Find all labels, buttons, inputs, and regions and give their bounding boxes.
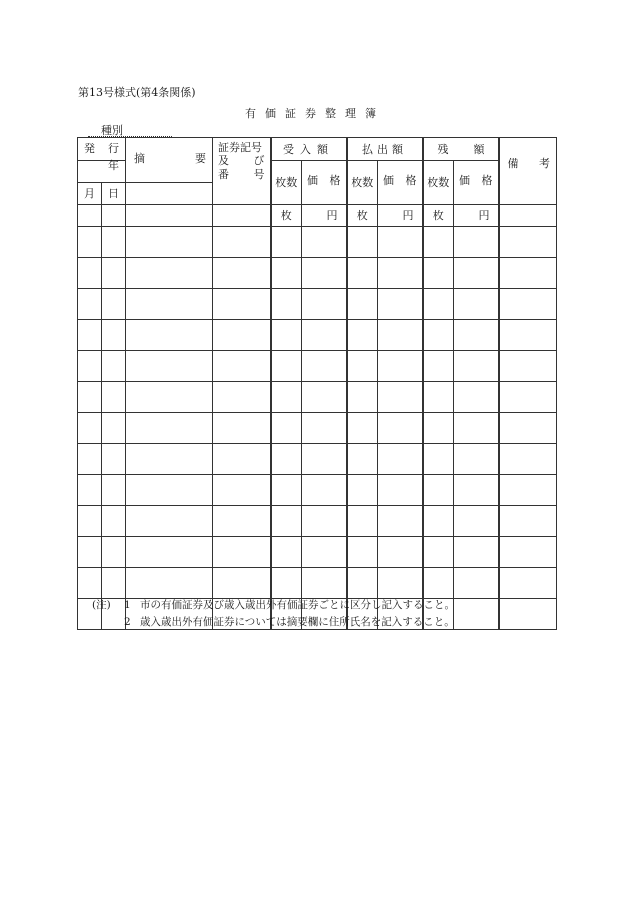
table-cell[interactable]: [454, 475, 499, 506]
table-cell[interactable]: [271, 506, 302, 537]
balance-char-1: 残: [437, 143, 449, 156]
paid-price-char-2: 格: [405, 174, 417, 187]
note-2: [92, 614, 455, 631]
table-cell[interactable]: [213, 568, 271, 599]
table-cell[interactable]: [454, 506, 499, 537]
table-cell[interactable]: [378, 258, 423, 289]
table-cell[interactable]: [78, 568, 102, 599]
summary-header-cont: [126, 183, 213, 205]
table-cell[interactable]: [347, 413, 378, 444]
table-cell[interactable]: [454, 227, 499, 258]
page-title: 有価証券整理簿: [245, 107, 385, 120]
table-cell[interactable]: [78, 382, 102, 413]
table-cell[interactable]: [78, 320, 102, 351]
table-cell[interactable]: [378, 351, 423, 382]
table-cell[interactable]: [102, 444, 126, 475]
table-row: [78, 413, 557, 444]
table-cell[interactable]: [126, 444, 213, 475]
table-cell[interactable]: [378, 475, 423, 506]
table-cell[interactable]: [347, 320, 378, 351]
table-cell[interactable]: [378, 320, 423, 351]
table-cell[interactable]: [454, 599, 499, 630]
security-number-header: [213, 138, 271, 205]
table-cell[interactable]: [499, 475, 557, 506]
table-cell[interactable]: [102, 537, 126, 568]
table-cell[interactable]: [423, 382, 454, 413]
table-cell[interactable]: [102, 320, 126, 351]
table-cell[interactable]: [302, 289, 347, 320]
table-cell[interactable]: [126, 382, 213, 413]
table-cell[interactable]: [347, 537, 378, 568]
table-row: [78, 568, 557, 599]
table-cell[interactable]: [271, 351, 302, 382]
table-cell[interactable]: [126, 320, 213, 351]
table-cell[interactable]: [454, 568, 499, 599]
balance-price-char-2: 格: [481, 174, 493, 187]
cell[interactable]: [213, 205, 271, 227]
received-amount-header: [271, 138, 347, 161]
received-label: 受入額: [283, 142, 334, 156]
security-line-3b: 号: [253, 168, 265, 181]
table-cell[interactable]: [347, 506, 378, 537]
table-cell[interactable]: [213, 413, 271, 444]
balance-unit-sheets: 枚: [423, 205, 454, 227]
issue-char-1: 発: [84, 142, 95, 155]
table-row: [78, 289, 557, 320]
note-1: [92, 597, 455, 614]
year-header: [78, 161, 126, 183]
table-cell[interactable]: [454, 413, 499, 444]
note-2-number: 2: [124, 616, 131, 628]
table-cell[interactable]: [271, 382, 302, 413]
table-cell[interactable]: [302, 537, 347, 568]
table-row: [78, 382, 557, 413]
summary-header: [126, 138, 213, 183]
cell[interactable]: [78, 205, 102, 227]
table-cell[interactable]: [378, 537, 423, 568]
remarks-header: [499, 138, 557, 205]
table-cell[interactable]: [499, 258, 557, 289]
table-cell[interactable]: [213, 227, 271, 258]
table-cell[interactable]: [126, 413, 213, 444]
table-cell[interactable]: [347, 444, 378, 475]
received-unit-yen: 円: [302, 205, 347, 227]
table-cell[interactable]: [454, 289, 499, 320]
security-line-2b: び: [253, 154, 265, 167]
table-row: [78, 320, 557, 351]
table-cell[interactable]: [423, 320, 454, 351]
table-cell[interactable]: [423, 568, 454, 599]
received-price-char-2: 格: [329, 174, 341, 187]
paid-price-header: [378, 161, 423, 205]
table-cell[interactable]: [378, 413, 423, 444]
table-cell[interactable]: [302, 382, 347, 413]
note-1-text: 市の有価証券及び歳入歳出外有価証券ごとに区分し記入すること。: [140, 599, 455, 611]
paid-unit-yen: 円: [378, 205, 423, 227]
table-cell[interactable]: [271, 568, 302, 599]
received-price-char-1: 価: [307, 174, 318, 187]
table-cell[interactable]: [271, 227, 302, 258]
table-cell[interactable]: [213, 382, 271, 413]
day-header: 日: [102, 183, 126, 205]
table-row: [78, 475, 557, 506]
table-cell[interactable]: [378, 444, 423, 475]
table-cell[interactable]: [126, 289, 213, 320]
balance-count-header: 枚数: [423, 161, 454, 205]
table-cell[interactable]: [213, 289, 271, 320]
table-cell[interactable]: [499, 444, 557, 475]
table-cell[interactable]: [102, 506, 126, 537]
issue-char-2: 行: [108, 142, 119, 155]
year-label: 年: [108, 159, 119, 172]
table-row: [78, 258, 557, 289]
security-line-3a: 番: [218, 168, 229, 181]
balance-price-char-1: 価: [459, 174, 470, 187]
table-cell[interactable]: [213, 475, 271, 506]
table-cell[interactable]: [78, 537, 102, 568]
table-cell[interactable]: [423, 475, 454, 506]
received-price-header: [302, 161, 347, 205]
table-cell[interactable]: [423, 351, 454, 382]
table-cell[interactable]: [302, 320, 347, 351]
table-cell[interactable]: [499, 227, 557, 258]
table-cell[interactable]: [213, 444, 271, 475]
table-cell[interactable]: [78, 475, 102, 506]
table-cell[interactable]: [102, 227, 126, 258]
balance-header: [423, 138, 499, 161]
table-cell[interactable]: [302, 568, 347, 599]
table-cell[interactable]: [499, 382, 557, 413]
table-row: [78, 444, 557, 475]
notes-prefix: (注): [92, 599, 111, 611]
received-count-header: 枚数: [271, 161, 302, 205]
table-cell[interactable]: [78, 351, 102, 382]
table-cell[interactable]: [499, 506, 557, 537]
table-cell[interactable]: [347, 258, 378, 289]
table-cell[interactable]: [454, 258, 499, 289]
table-cell[interactable]: [102, 413, 126, 444]
table-cell[interactable]: [423, 258, 454, 289]
notes: [92, 597, 455, 631]
table-cell[interactable]: [423, 227, 454, 258]
table-cell[interactable]: [126, 227, 213, 258]
table-cell[interactable]: [378, 382, 423, 413]
table-row: [78, 227, 557, 258]
balance-unit-yen: 円: [454, 205, 499, 227]
table-cell[interactable]: [271, 289, 302, 320]
table-cell[interactable]: [78, 444, 102, 475]
table-cell[interactable]: [126, 537, 213, 568]
table-cell[interactable]: [126, 351, 213, 382]
table-cell[interactable]: [78, 506, 102, 537]
cell[interactable]: [102, 205, 126, 227]
table-cell[interactable]: [78, 227, 102, 258]
paid-count-header: 枚数: [347, 161, 378, 205]
form-number: 第13号様式(第4条関係): [78, 86, 196, 99]
table-cell[interactable]: [213, 320, 271, 351]
month-header: 月: [78, 183, 102, 205]
security-line-2a: 及: [218, 154, 229, 167]
paid-amount-header: [347, 138, 423, 161]
security-line-1: 証券記号: [218, 141, 262, 154]
table-cell[interactable]: [78, 289, 102, 320]
table-cell[interactable]: [271, 475, 302, 506]
table-cell[interactable]: [126, 258, 213, 289]
cell[interactable]: [126, 205, 213, 227]
table-row: [78, 351, 557, 382]
received-unit-sheets: 枚: [271, 205, 302, 227]
table-cell[interactable]: [347, 382, 378, 413]
table-cell[interactable]: [423, 444, 454, 475]
table-cell[interactable]: [347, 475, 378, 506]
table-cell[interactable]: [213, 537, 271, 568]
table-cell[interactable]: [378, 568, 423, 599]
table-cell[interactable]: [126, 568, 213, 599]
table-cell[interactable]: [302, 475, 347, 506]
table-cell[interactable]: [347, 289, 378, 320]
cell[interactable]: [499, 205, 557, 227]
table-row: [78, 506, 557, 537]
table-cell[interactable]: [347, 351, 378, 382]
table-cell[interactable]: [102, 258, 126, 289]
table-cell[interactable]: [102, 568, 126, 599]
table-cell[interactable]: [271, 320, 302, 351]
table-cell[interactable]: [302, 258, 347, 289]
table-cell[interactable]: [454, 382, 499, 413]
table-cell[interactable]: [423, 413, 454, 444]
note-2-text: 歳入歳出外有価証券については摘要欄に住所氏名を記入すること。: [140, 616, 455, 628]
table-row: [78, 537, 557, 568]
summary-char-2: 要: [195, 152, 206, 165]
table-cell[interactable]: [302, 413, 347, 444]
remarks-char-1: 備: [507, 157, 519, 170]
table-cell[interactable]: [213, 506, 271, 537]
table-cell[interactable]: [347, 568, 378, 599]
table-cell[interactable]: [302, 227, 347, 258]
issue-date-header: [78, 138, 126, 161]
table-cell[interactable]: [499, 320, 557, 351]
table-cell[interactable]: [454, 537, 499, 568]
table-cell[interactable]: [271, 537, 302, 568]
table-cell[interactable]: [347, 227, 378, 258]
paid-unit-sheets: 枚: [347, 205, 378, 227]
table-cell[interactable]: [423, 506, 454, 537]
table-cell[interactable]: [499, 568, 557, 599]
table-cell[interactable]: [102, 382, 126, 413]
remarks-char-2: 考: [539, 157, 550, 170]
table-cell[interactable]: [102, 351, 126, 382]
table-cell[interactable]: [499, 351, 557, 382]
balance-char-2: 額: [473, 143, 485, 156]
table-cell[interactable]: [78, 413, 102, 444]
table-cell[interactable]: [102, 475, 126, 506]
table-cell[interactable]: [302, 506, 347, 537]
balance-price-header: [454, 161, 499, 205]
ledger-body: [78, 227, 557, 630]
table-cell[interactable]: [302, 444, 347, 475]
paid-price-char-1: 価: [383, 174, 394, 187]
table-cell[interactable]: [213, 351, 271, 382]
table-cell[interactable]: [213, 258, 271, 289]
table-cell[interactable]: [499, 413, 557, 444]
table-cell[interactable]: [102, 289, 126, 320]
table-cell[interactable]: [454, 320, 499, 351]
table-cell[interactable]: [378, 227, 423, 258]
securities-ledger-table: [77, 137, 557, 630]
table-cell[interactable]: [499, 289, 557, 320]
table-cell[interactable]: [271, 258, 302, 289]
paid-label: 払出額: [362, 142, 407, 156]
category-field[interactable]: [88, 121, 172, 137]
table-cell[interactable]: [454, 444, 499, 475]
table-cell[interactable]: [271, 413, 302, 444]
table-cell[interactable]: [423, 537, 454, 568]
note-1-number: 1: [124, 599, 131, 611]
summary-char-1: 摘: [134, 152, 145, 165]
table-cell[interactable]: [423, 289, 454, 320]
category-label: 種別: [101, 124, 123, 137]
table-cell[interactable]: [499, 599, 557, 630]
table-cell[interactable]: [126, 475, 213, 506]
table-cell[interactable]: [302, 351, 347, 382]
table-cell[interactable]: [378, 289, 423, 320]
table-cell[interactable]: [499, 537, 557, 568]
table-cell[interactable]: [126, 506, 213, 537]
table-cell[interactable]: [378, 506, 423, 537]
table-cell[interactable]: [454, 351, 499, 382]
table-cell[interactable]: [78, 258, 102, 289]
table-cell[interactable]: [271, 444, 302, 475]
